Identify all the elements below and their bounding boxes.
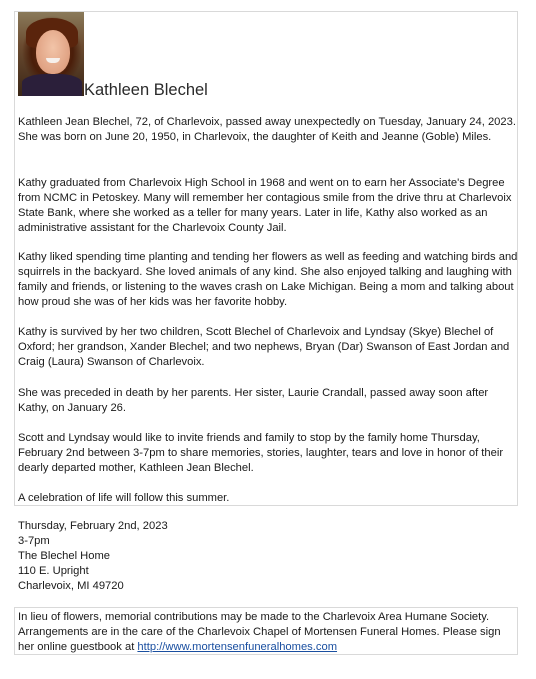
deceased-name: Kathleen Blechel xyxy=(84,81,208,99)
notice-body: In lieu of flowers, memorial contributions may be made to the Charlevoix Area Humane Society. Arrangements are in the care of the Charlevoix Chapel of Mortensen Funeral Homes. Please sign her online guestbook at xyxy=(18,611,501,653)
photo-face xyxy=(36,30,70,74)
service-street: 110 E. Upright xyxy=(18,565,89,577)
service-venue: The Blechel Home xyxy=(18,550,111,562)
obituary-paragraph-7: A celebration of life will follow this summer. xyxy=(18,492,230,504)
notice-text xyxy=(18,610,518,655)
service-details xyxy=(18,519,168,594)
obituary-paragraph-4: Kathy is survived by her two children, Scott Blechel of Charlevoix and Lyndsay (Skye) Blechel of Oxford; her grandson, Xander Blechel; and two nephews, Bryan (Dar) Swanson of East Jordan and Craig (Laura) Swanson of Charlevoix. xyxy=(18,326,510,368)
obituary-paragraph-5: She was preceded in death by her parents. Her sister, Laurie Crandall, passed away soon after Kathy, on January 26. xyxy=(18,387,489,414)
service-city: Charlevoix, MI 49720 xyxy=(18,580,124,592)
obituary-paragraph-2: Kathy graduated from Charlevoix High School in 1968 and went on to earn her Associate's Degree from NCMC in Petoskey. Many will remember her contagious smile from the drive thru at Charlevoix State Bank, where she worked as a teller for many years. Later in life, Kathy also worked as an administrative assistant for the Charlevoix County Jail. xyxy=(18,177,512,234)
service-time: 3-7pm xyxy=(18,535,50,547)
obituary-paragraph-3: Kathy liked spending time planting and tending her flowers as well as feeding and watching birds and squirrels in the backyard. She loved animals of any kind. She also enjoyed talking and laughing with family and friends, or listening to the waves crash on Lake Michigan. Being a mom and talking about how proud she was of her kids was her favorite hobby. xyxy=(18,251,518,308)
guestbook-link[interactable]: http://www.mortensenfuneralhomes.com xyxy=(137,641,338,653)
obituary-paragraph-6: Scott and Lyndsay would like to invite friends and family to stop by the family home Thursday, February 2nd between 3-7pm to share memories, stories, laughter, tears and love in honor of their dearly departed mother, Kathleen Jean Blechel. xyxy=(18,432,504,474)
photo-shirt xyxy=(22,74,82,96)
service-date: Thursday, February 2nd, 2023 xyxy=(18,520,168,532)
portrait-photo xyxy=(18,12,84,96)
obituary-paragraph-1: Kathleen Jean Blechel, 72, of Charlevoix, passed away unexpectedly on Tuesday, January 24, 2023. She was born on June 20, 1950, in Charlevoix, the daughter of Keith and Jeanne (Goble) Miles. xyxy=(18,116,516,143)
